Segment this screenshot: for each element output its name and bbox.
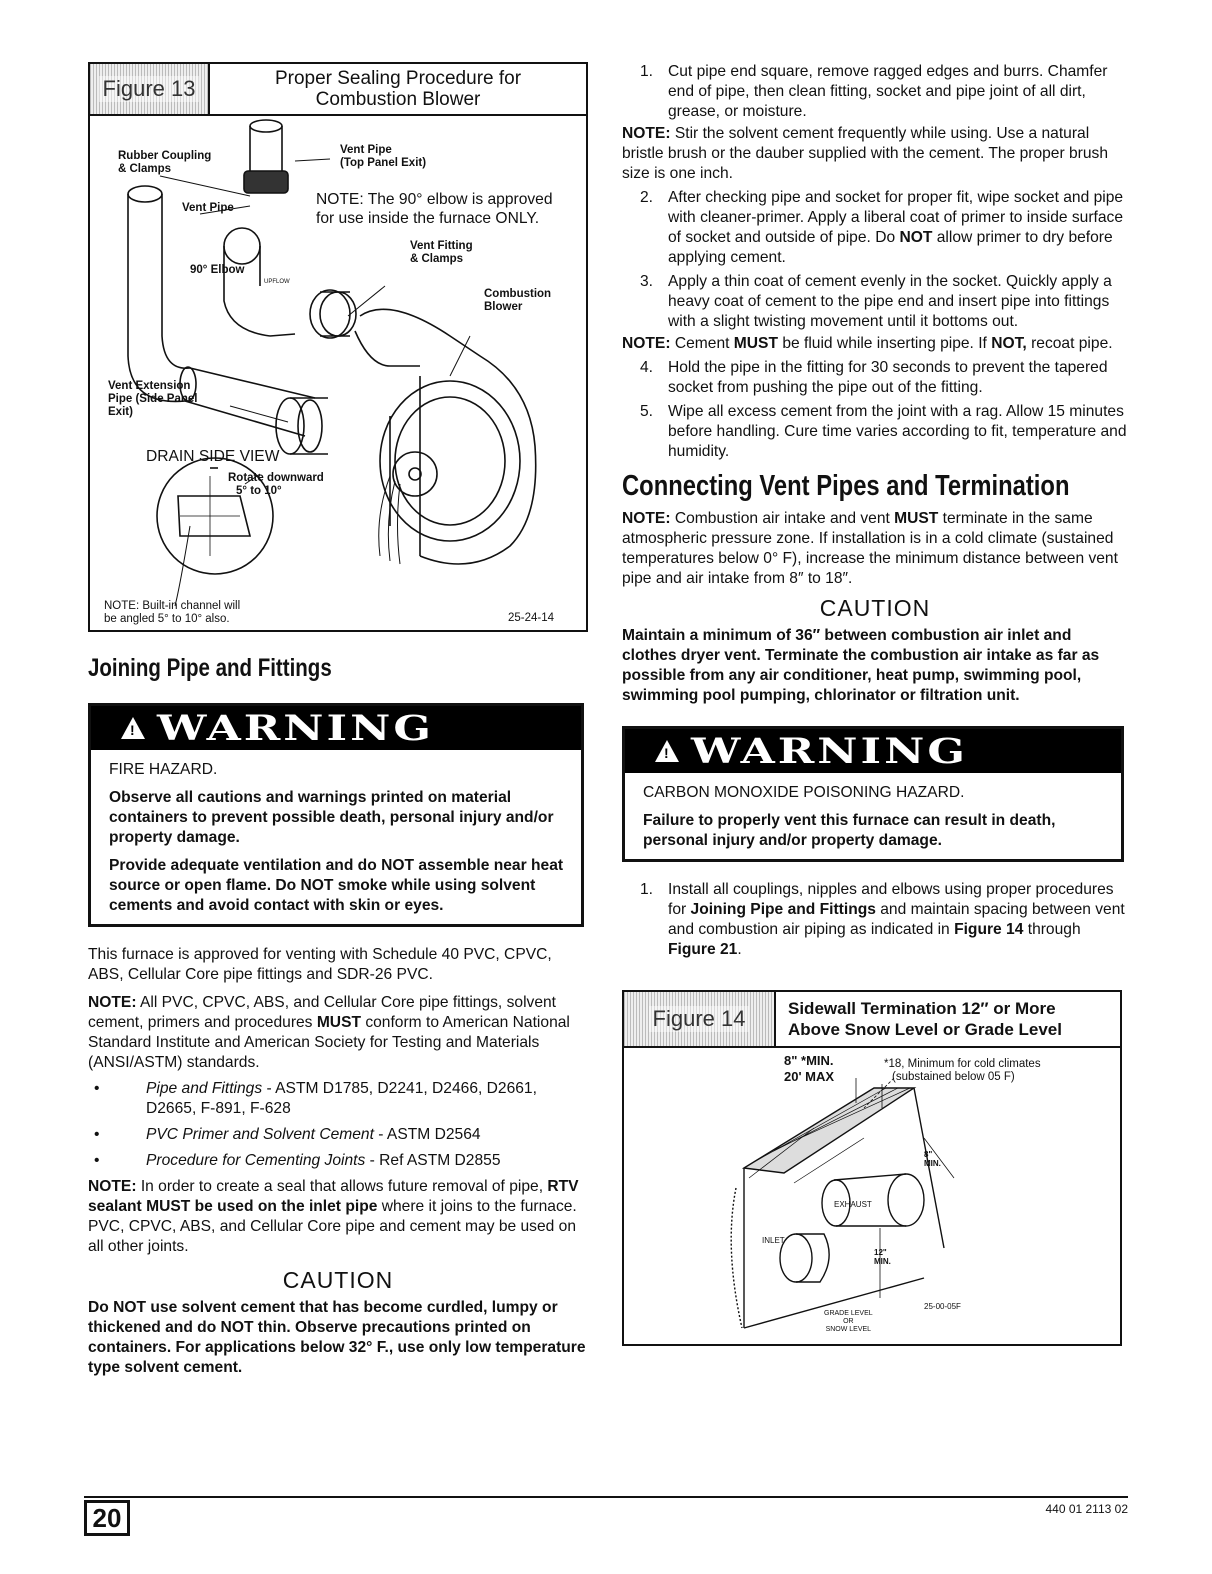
label-combustion-blower <box>484 288 551 314</box>
step-1-text: Cut pipe end square, remove ragged edges and burrs. Chamfer end of pipe, then clean fitting, socket and pipe joint of all dirt, grease, or moisture. <box>668 63 1108 120</box>
footnote-line1: *18, Minimum for cold climates <box>884 1058 1041 1070</box>
figure-14-label-text: Figure 14 <box>649 1006 750 1032</box>
pressure-note-1: Combustion air intake and vent <box>670 510 895 527</box>
page-number: 20 <box>84 1500 130 1536</box>
fire-hazard-warning <box>88 703 584 927</box>
bullet-0-rest: - ASTM D1785, D2241, D2466, D2661, D2665, F-891, F-628 <box>146 1080 537 1117</box>
label-rubber-coupling-l1: Rubber Coupling <box>118 150 212 162</box>
note1-a: All PVC, CPVC, ABS, and Cellular Core pipe fittings, solvent cement, primers and procedures <box>88 994 557 1031</box>
label-vent-pipe: Vent Pipe <box>182 202 234 214</box>
warning-body <box>625 773 1121 859</box>
label-note-builtin-l1: NOTE: Built-in channel will <box>104 600 241 612</box>
bullet-1-rest: - ASTM D2564 <box>373 1126 481 1143</box>
label-grade-level <box>824 1310 873 1334</box>
figure-13-label <box>90 64 210 114</box>
figure-14-title-line1: Sidewall Termination 12″ or More <box>788 999 1056 1018</box>
caution-text-right: Maintain a minimum of 36″ between combustion air inlet and clothes dryer vent. Terminate the combustion air intake as far as possible from any air conditioner, heat pump, swimming pool, swimming pool pumping, chlorinator or filtration unit. <box>622 627 1100 704</box>
label-vent-pipe-top-l1: Vent Pipe <box>340 144 392 156</box>
figure-14-title-line2: Above Snow Level or Grade Level <box>788 1020 1062 1039</box>
warning-title: FIRE HAZARD. <box>109 761 218 778</box>
figure-14-title <box>776 992 1120 1046</box>
label-exhaust: EXHAUST <box>834 1200 872 1209</box>
step-4-text: Hold the pipe in the fitting for 30 seconds to prevent the tapered socket from pushing the pipe out of the fitting. <box>668 359 1108 396</box>
label-12-min-l1: 12" <box>874 1248 887 1257</box>
warning-triangle-icon <box>655 740 679 762</box>
label-vent-extension-l3: Exit) <box>108 406 133 418</box>
list-item: • Pipe and Fittings - ASTM D1785, D2241, D2466, D2661, D2665, F-891, F-628 <box>94 1080 537 1117</box>
step-2: 2. After checking pipe and socket for proper fit, wipe socket and pipe with cleaner-primer. Apply a liberal coat of primer to inside surface of socket and outside of pipe. Do NOT allow primer to dry before applying cement. <box>640 189 1124 266</box>
venting-intro: This furnace is approved for venting with Schedule 40 PVC, CPVC, ABS, Cellular Core pipe fittings and SDR-26 PVC. <box>88 946 552 983</box>
pressure-note-must: MUST <box>894 510 939 527</box>
figure-13-title <box>210 64 586 114</box>
warning-bar <box>91 706 581 750</box>
figure-13-header <box>90 64 586 116</box>
install-step-a: Install all couplings, nipples and elbows using proper procedures for <box>668 881 1114 918</box>
label-rubber-coupling <box>118 150 211 176</box>
warning-word: WARNING <box>691 731 968 771</box>
cement-note-2: be fluid while inserting pipe. If <box>777 335 992 352</box>
list-item: • PVC Primer and Solvent Cement - ASTM D2564 <box>94 1126 481 1143</box>
figure-14-code: 25-00-05F <box>924 1302 961 1311</box>
figure-14-header <box>624 992 1120 1048</box>
left-column <box>88 62 588 1378</box>
label-12-min <box>874 1248 891 1266</box>
footnote-line2: (substained below 05 F) <box>892 1071 1015 1083</box>
note1-b: conform to American National Standard Institute and American Society for Testing and Materials (ANSI/ASTM) standards. <box>88 1014 570 1071</box>
figure-13-title-line2: Combustion Blower <box>315 89 481 110</box>
figure-13-label-text: Figure 13 <box>99 76 200 102</box>
label-grade-l1: GRADE LEVEL <box>824 1310 873 1317</box>
label-inlet: INLET <box>762 1236 785 1245</box>
bullet-2-rest: - Ref ASTM D2855 <box>365 1152 501 1169</box>
connecting-heading: Connecting Vent Pipes and Termination <box>622 470 1070 502</box>
label-vent-fitting-l1: Vent Fitting <box>410 240 473 252</box>
note2-label: NOTE: <box>88 1178 137 1195</box>
step-3-text: Apply a thin coat of cement evenly in the socket. Quickly apply a heavy coat of cement to the pipe end and insert pipe into fittings with a slight twisting movement until it bottoms out. <box>668 273 1112 330</box>
warning-bar <box>625 729 1121 773</box>
warning-p2: Provide adequate ventilation and do NOT assemble near heat source or open flame. Do NOT smoke while using solvent cements and avoid contact with skin or eyes. <box>109 857 564 914</box>
label-rubber-coupling-l2: & Clamps <box>118 163 172 175</box>
label-rotate <box>228 472 324 498</box>
label-vent-extension-l2: Pipe (Side Panel <box>108 393 198 405</box>
warning-p1: Failure to properly vent this furnace can result in death, personal injury and/or property damage. <box>643 812 1056 849</box>
install-step-bold: Joining Pipe and Fittings <box>690 901 876 918</box>
caution-heading-right: CAUTION <box>819 595 931 621</box>
step-2-b: allow primer to dry before applying cement. <box>668 229 1113 266</box>
cement-note <box>622 334 1128 354</box>
label-12-min-l2: MIN. <box>874 1257 891 1266</box>
label-rotate-l2: 5° to 10° <box>236 485 282 497</box>
warning-triangle-icon <box>121 717 145 739</box>
install-step-b: and maintain spacing between vent and combustion air piping as indicated in <box>668 901 1125 938</box>
label-note-builtin-l2: be angled 5° to 10° also. <box>104 613 230 625</box>
install-step-d: . <box>737 941 742 958</box>
figure-13-note: NOTE: The 90° elbow is approved for use inside the furnace ONLY. <box>316 191 553 227</box>
figure-14-diagram <box>624 1048 1120 1344</box>
cement-note-label: NOTE: <box>622 335 671 352</box>
label-upflow: UPFLOW <box>264 279 290 285</box>
label-blower: Blower <box>484 301 523 313</box>
pressure-note-label: NOTE: <box>622 510 671 527</box>
label-grade-l2: OR <box>843 1318 854 1325</box>
cement-note-must: MUST <box>733 335 778 352</box>
brush-note-text: Stir the solvent cement frequently while using. Use a natural bristle brush or the dauber supplied with the cement. The proper brush size is one inch. <box>622 125 1108 182</box>
bullet-2-italic: Procedure for Cementing Joints <box>146 1152 366 1169</box>
bullet-1-italic: PVC Primer and Solvent Cement <box>146 1126 374 1143</box>
figure-13 <box>88 62 588 632</box>
caution-text-left: Do NOT use solvent cement that has become curdled, lumpy or thickened and do NOT thin. Observe precautions printed on containers. For applications below 32° F., use only low temperature type solvent cement. <box>88 1299 586 1376</box>
warning-word: WARNING <box>157 708 434 748</box>
pressure-zone-note <box>622 509 1128 589</box>
footer-rule <box>84 1496 1128 1498</box>
figure-14 <box>622 990 1122 1346</box>
pressure-note-2: terminate in the same atmospheric pressure zone. If installation is in a cold climate (sustained temperatures below 0° F), increase the minimum distance between vent pipe and air intake from 8″ to 18″. <box>622 510 1118 587</box>
label-vent-fitting-l2: & Clamps <box>410 253 464 265</box>
figure-13-diagram <box>90 116 586 630</box>
label-grade-l3: SNOW LEVEL <box>825 1326 872 1333</box>
install-step-fig14: Figure 14 <box>954 921 1024 938</box>
step-4: 4. Hold the pipe in the fitting for 30 seconds to prevent the tapered socket from pushing the pipe out of the fitting. <box>622 358 1128 398</box>
document-number: 440 01 2113 02 <box>1045 1502 1128 1516</box>
warning-body <box>91 750 581 924</box>
step-5: 5. Wipe all excess cement from the joint with a rag. Allow 15 minutes before handling. Cure time varies according to fit, temperature and humidity. <box>640 403 1127 460</box>
note1-must: MUST <box>316 1014 361 1031</box>
step-1: 1. Cut pipe end square, remove ragged edges and burrs. Chamfer end of pipe, then clean fitting, socket and pipe joint of all dirt, grease, or moisture. <box>622 62 1128 122</box>
cement-note-not: NOT, <box>991 335 1027 352</box>
joining-heading: Joining Pipe and Fittings <box>88 654 332 682</box>
warning-p1: Observe all cautions and warnings printed on material containers to prevent possible death, personal injury and/or property damage. <box>109 789 554 846</box>
note2-bold: RTV sealant MUST be used on the inlet pipe <box>88 1178 579 1215</box>
step-5-text: Wipe all excess cement from the joint with a rag. Allow 15 minutes before handling. Cure time varies according to fit, temperature and humidity. <box>668 403 1127 460</box>
install-step-c: through <box>1023 921 1081 938</box>
label-vent-pipe-top <box>340 144 426 170</box>
label-8-min-side <box>924 1150 941 1168</box>
note-label: NOTE: <box>88 994 137 1011</box>
right-column <box>622 62 1128 1346</box>
label-vent-pipe-top-l2: (Top Panel Exit) <box>340 157 427 169</box>
standards-list <box>88 1079 588 1171</box>
label-drain-side-view: DRAIN SIDE VIEW <box>146 448 280 465</box>
step-2-not: NOT <box>899 229 933 246</box>
figure-13-code: 25-24-14 <box>508 612 555 624</box>
warning-title: CARBON MONOXIDE POISONING HAZARD. <box>643 784 965 801</box>
note2-b: where it joins to the furnace. PVC, CPVC, ABS, and Cellular Core pipe and cement may be used on all other joints. <box>88 1198 577 1255</box>
install-step-fig21: Figure 21 <box>668 941 738 958</box>
figure-14-label <box>624 992 776 1046</box>
label-combustion: Combustion <box>484 288 552 300</box>
carbon-monoxide-warning <box>622 726 1124 862</box>
cement-note-3: recoat pipe. <box>1026 335 1113 352</box>
list-item: • Procedure for Cementing Joints - Ref ASTM D2855 <box>94 1152 501 1169</box>
note2-a: In order to create a seal that allows future removal of pipe, <box>136 1178 548 1195</box>
label-8-min-side-l2: MIN. <box>924 1159 941 1168</box>
figure-13-title-line1: Proper Sealing Procedure for <box>274 68 522 89</box>
label-8-min: 8" *MIN. <box>784 1053 834 1068</box>
rtv-note <box>88 1177 588 1257</box>
cement-note-1: Cement <box>670 335 734 352</box>
label-20-max: 20' MAX <box>784 1069 835 1084</box>
install-step-1: 1. Install all couplings, nipples and elbows using proper procedures for Joining Pipe and Fittings and maintain spacing between vent and combustion air piping as indicated in Figure 14 through Figure 21. <box>640 881 1125 958</box>
label-90-elbow: 90° Elbow <box>190 264 245 276</box>
brush-note <box>622 124 1128 184</box>
label-vent-fitting <box>410 240 473 266</box>
brush-note-label: NOTE: <box>622 125 671 142</box>
label-8-min-side-l1: 8" <box>924 1150 933 1159</box>
step-3: 3. Apply a thin coat of cement evenly in the socket. Quickly apply a heavy coat of cement to the pipe end and insert pipe into fittings with a slight twisting movement until it bottoms out. <box>622 272 1128 332</box>
label-vent-extension <box>108 380 197 419</box>
standards-note <box>88 993 588 1073</box>
sidewall-termination-illustration <box>624 1048 1120 1344</box>
bullet-0-italic: Pipe and Fittings <box>146 1080 263 1097</box>
caution-heading-left: CAUTION <box>282 1267 394 1293</box>
label-rotate-l1: Rotate downward <box>228 472 324 484</box>
footnote-cold-climates <box>884 1058 1041 1084</box>
step-2-a: After checking pipe and socket for proper fit, wipe socket and pipe with cleaner-primer. Apply a liberal coat of primer to inside surface of socket and outside of pipe. Do <box>668 189 1124 246</box>
label-vent-extension-l1: Vent Extension <box>108 380 191 392</box>
label-note-builtin <box>104 600 240 626</box>
